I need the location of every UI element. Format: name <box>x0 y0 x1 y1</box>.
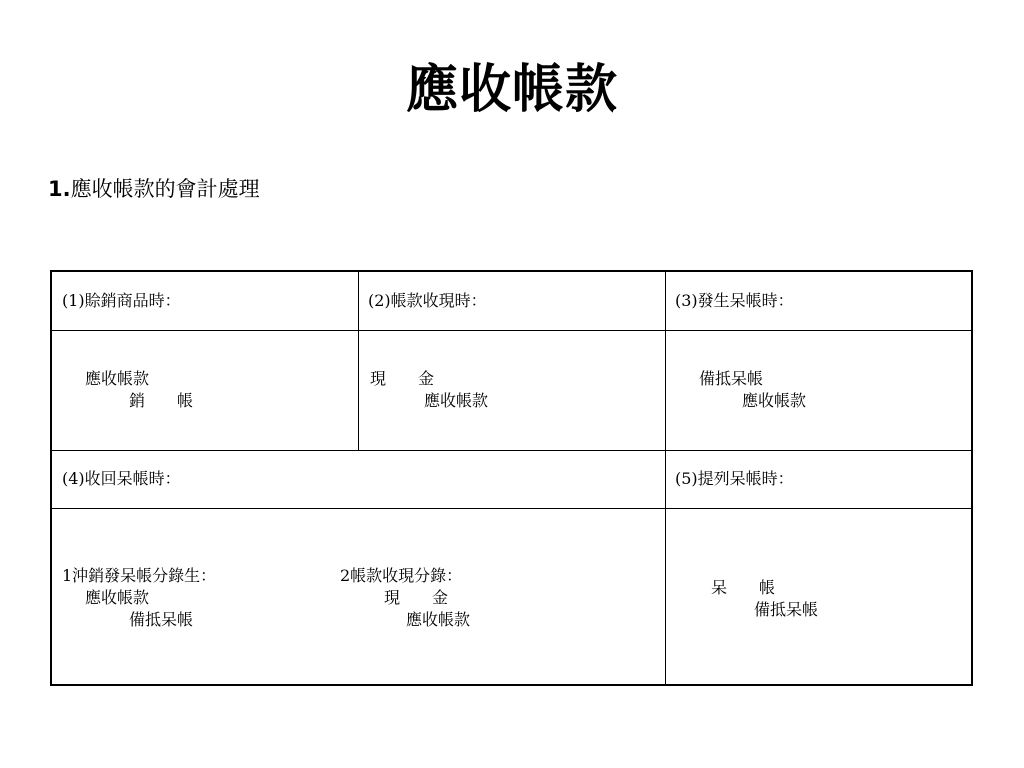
header-bad-debt-occur: (3)發生呆帳時： <box>675 291 794 310</box>
recover-collect-credit: 應收帳款 <box>406 610 471 629</box>
table-column-divider <box>358 272 359 450</box>
bad-debt-credit: 應收帳款 <box>742 391 807 410</box>
recover-reverse-heading: 1沖銷發呆帳分錄生： <box>62 566 217 585</box>
collect-debit: 現 金 <box>370 369 435 388</box>
table-column-divider <box>665 272 666 686</box>
provision-credit: 備抵呆帳 <box>754 600 819 619</box>
header-collect: (2)帳款收現時： <box>368 291 487 310</box>
collect-credit: 應收帳款 <box>424 391 489 410</box>
header-provision: (5)提列呆帳時： <box>675 469 794 488</box>
section-heading-text: 應收帳款的會計處理 <box>70 177 260 201</box>
section-number: 1. <box>48 177 71 201</box>
table-row-divider <box>52 508 971 509</box>
table-row-divider <box>52 450 971 451</box>
recover-reverse-credit: 備抵呆帳 <box>129 610 194 629</box>
journal-entry-table <box>50 270 973 686</box>
bad-debt-debit: 備抵呆帳 <box>699 369 764 388</box>
header-sale: (1)賒銷商品時： <box>62 291 181 310</box>
sale-debit: 應收帳款 <box>85 369 150 388</box>
sale-credit: 銷 帳 <box>129 391 194 410</box>
provision-debit: 呆 帳 <box>711 578 776 597</box>
recover-collect-heading: 2帳款收現分錄： <box>340 566 463 585</box>
recover-reverse-debit: 應收帳款 <box>85 588 150 607</box>
table-row-divider <box>52 330 971 331</box>
header-recover: (4)收回呆帳時： <box>62 469 181 488</box>
page-title: 應收帳款 <box>405 59 618 120</box>
recover-collect-debit: 現 金 <box>384 588 449 607</box>
section-heading <box>48 176 260 202</box>
